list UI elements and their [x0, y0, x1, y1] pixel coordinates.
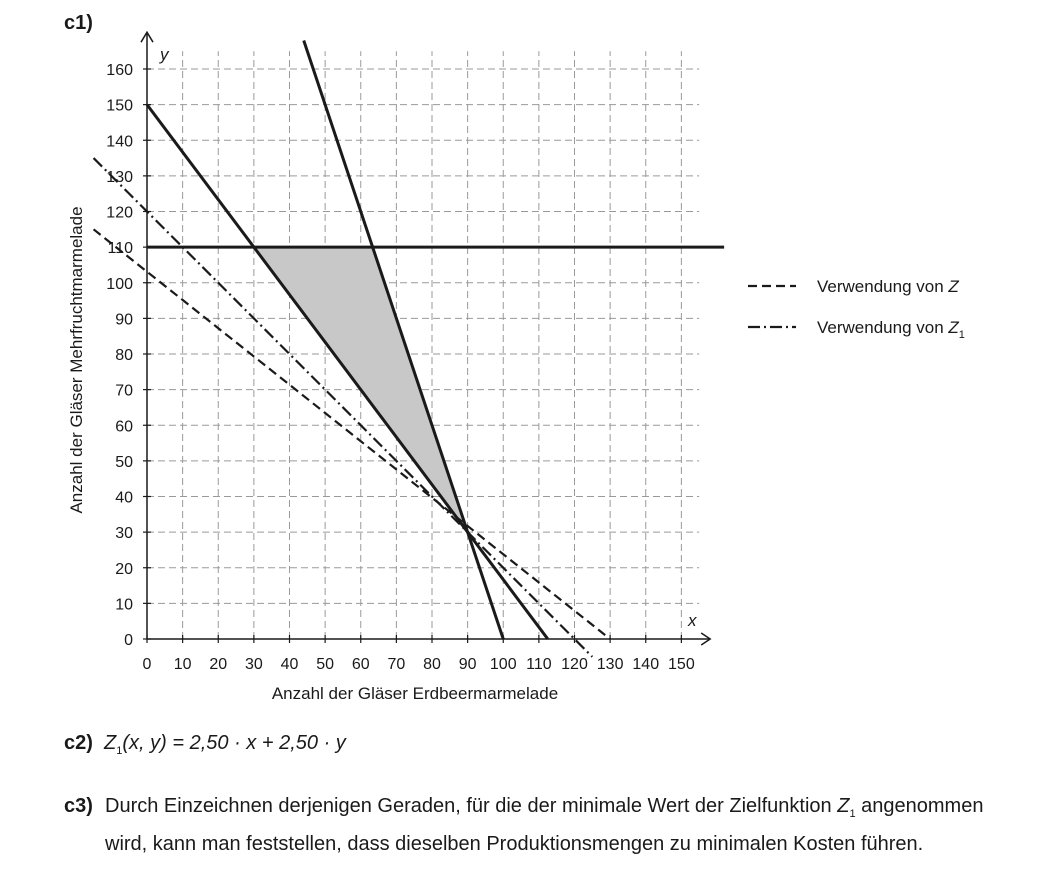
x-tick-label: 30 [244, 656, 263, 673]
y-tick-label: 160 [106, 62, 133, 79]
y-tick-label: 90 [115, 311, 133, 329]
c3-function-sub: 1 [849, 808, 856, 820]
x-tick-label: 130 [596, 656, 624, 673]
y-axis-title: Anzahl der Gläser Mehrfruchtmarmelade [67, 206, 86, 514]
x-tick-label: 50 [316, 656, 335, 673]
label-c3: c3) [64, 795, 93, 817]
x-tick-label: 80 [423, 656, 441, 673]
x-tick-label: 70 [387, 656, 406, 673]
x-tick-label: 40 [280, 656, 299, 673]
x-tick-label: 100 [489, 656, 517, 673]
y-tick-label: 100 [106, 275, 133, 293]
x-tick-label: 110 [526, 656, 552, 673]
x-tick-label: 60 [351, 656, 370, 673]
x-tick-label: 90 [458, 656, 477, 673]
c2-function-sub: 1 [116, 745, 123, 757]
x-tick-label: 140 [632, 656, 660, 673]
x-tick-label: 150 [668, 656, 695, 673]
y-tick-label: 60 [115, 418, 133, 436]
y-tick-label: 110 [107, 240, 133, 258]
y-tick-label: 10 [115, 596, 133, 614]
y-tick-label: 150 [106, 97, 133, 115]
x-tick-label: 10 [173, 656, 192, 673]
c2-function-rest: (x, y) = 2,50 · x + 2,50 · y [122, 732, 346, 754]
constraint-line-1 [147, 105, 548, 639]
c3-text [105, 791, 990, 859]
legend-label: Verwendung von $Z_1$ [817, 318, 965, 341]
y-tick-label: 120 [106, 204, 133, 222]
y-tick-label: 80 [115, 347, 133, 364]
chart-axes [141, 32, 710, 645]
y-tick-label: 70 [115, 382, 133, 400]
series-line-z1 [94, 158, 593, 657]
c3-text-part2: angenommen wird, kann man feststellen, dass dieselben Produktionsmengen zu minimalen Kosten führen. [105, 795, 984, 855]
c3-text-part1: Durch Einzeichnen derjenigen Geraden, für die der minimale Wert der Zielfunktion [105, 795, 838, 817]
label-c1: c1) [64, 12, 93, 34]
y-tick-label: 50 [115, 453, 133, 471]
y-tick-label: 0 [124, 632, 133, 649]
x-tick-label: 0 [142, 656, 152, 673]
chart-lines [94, 41, 725, 657]
x-axis-title: Anzahl der Gläser Erdbeermarmelade [271, 684, 559, 703]
x-tick-label: 120 [561, 656, 588, 673]
c2-function-name: Z [104, 732, 117, 754]
label-c2: c2) [64, 732, 93, 754]
y-tick-label: 20 [115, 560, 133, 578]
y-tick-label: 40 [115, 489, 133, 507]
c3-function-name: Z [837, 795, 850, 817]
y-tick-label: 30 [115, 525, 133, 543]
chart-legend [748, 277, 965, 341]
legend-label: Verwendung von Z [817, 277, 959, 296]
y-tick-label: 130 [106, 168, 133, 186]
chart-grid [147, 51, 699, 639]
x-axis-variable: x [688, 611, 697, 630]
c2-line [64, 728, 346, 766]
x-tick-label: 20 [209, 656, 228, 673]
y-tick-label: 140 [106, 133, 133, 151]
y-axis-variable: y [160, 45, 169, 64]
